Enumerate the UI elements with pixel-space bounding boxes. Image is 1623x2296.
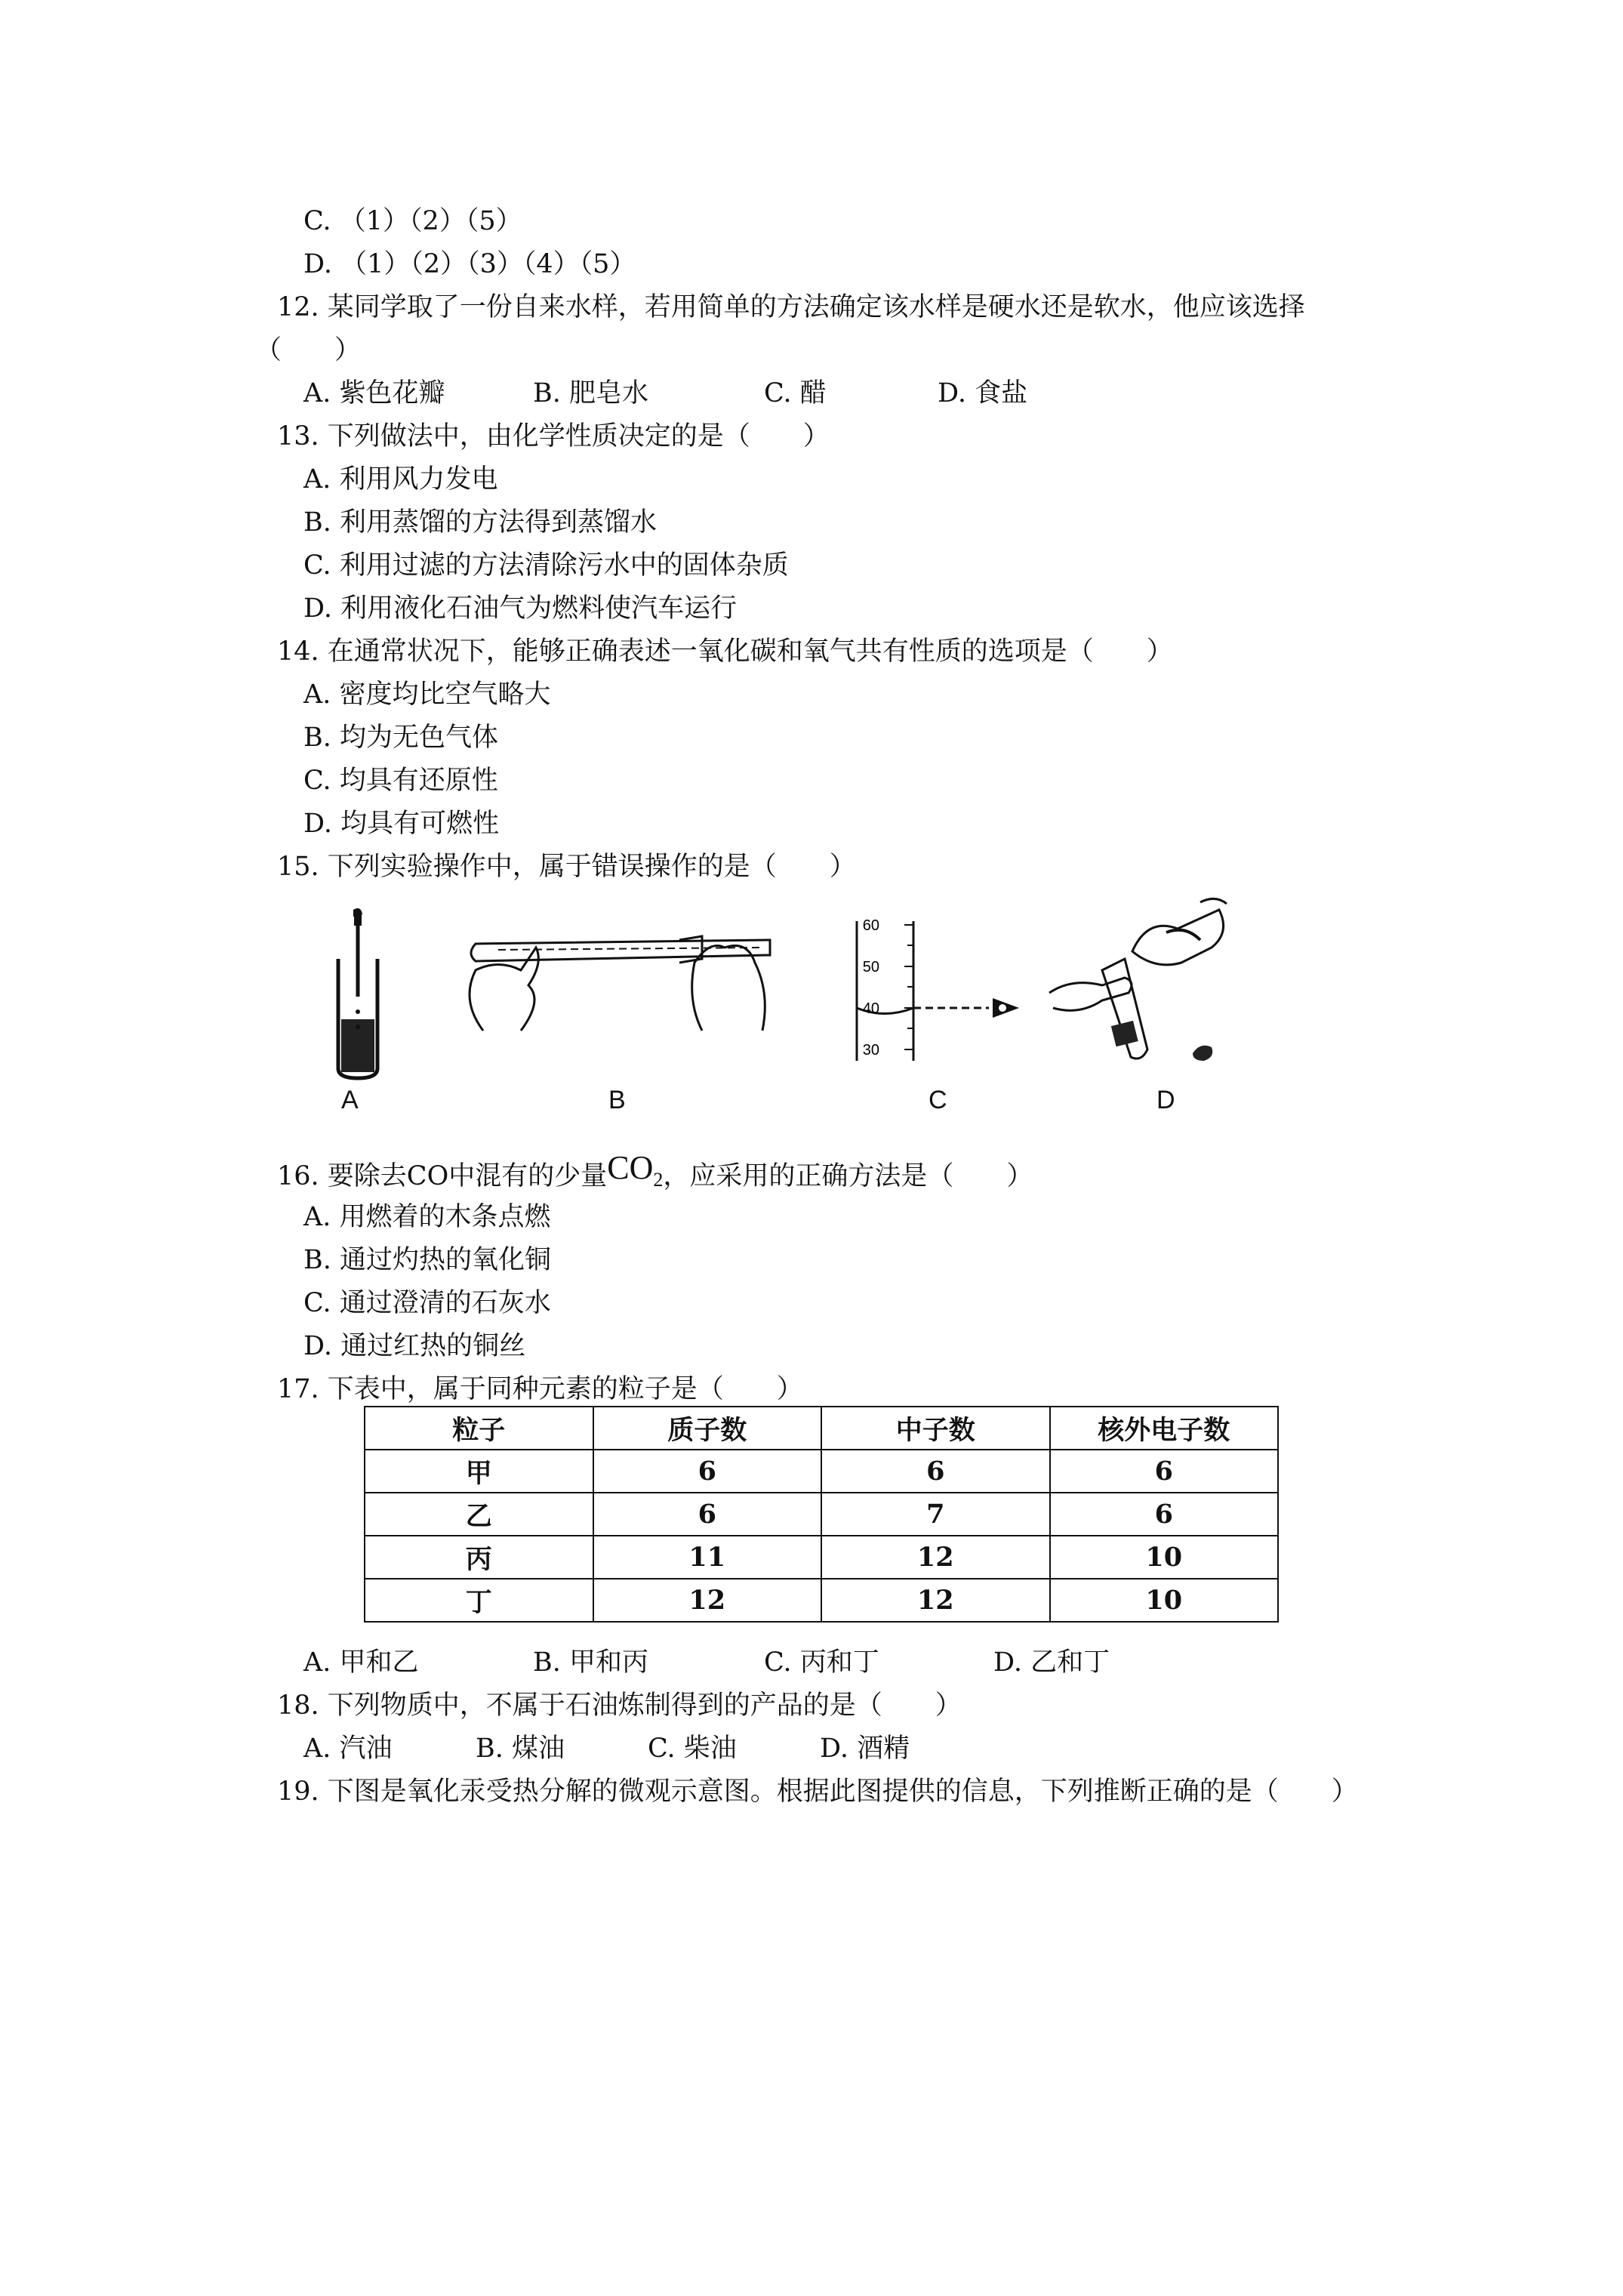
table-cell: 6 (593, 1450, 822, 1493)
q14-option-c: C. 均具有还原性 (303, 766, 498, 796)
q14-option-d: D. 均具有可燃性 (303, 809, 500, 839)
q18-option-c: C. 柴油 (648, 1734, 737, 1764)
table-header: 中子数 (821, 1407, 1050, 1450)
table-cell: 7 (821, 1493, 1050, 1536)
q14-stem: 14. 在通常状况下，能够正确表述一氧化碳和氧气共有性质的选项是（ ） (277, 636, 1173, 667)
table-row (365, 1493, 1278, 1536)
table-cell: 12 (821, 1536, 1050, 1579)
q19-stem: 19. 下图是氧化汞受热分解的微观示意图。根据此图提供的信息，下列推断正确的是（ ） (277, 1777, 1358, 1807)
q17-stem: 17. 下表中，属于同种元素的粒子是（ ） (277, 1374, 803, 1404)
figure-a-dropper-icon (325, 906, 393, 1080)
table-row (365, 1450, 1278, 1493)
table-cell: 11 (593, 1536, 822, 1579)
q18-option-d: D. 酒精 (820, 1734, 910, 1764)
q15-stem: 15. 下列实验操作中，属于错误操作的是（ ） (277, 852, 856, 882)
q16-option-c: C. 通过澄清的石灰水 (303, 1288, 551, 1318)
co2-formula: $CO_2$ (607, 1149, 664, 1191)
figure-label-d: D (1156, 1086, 1175, 1114)
tick-label: 30 (862, 1042, 879, 1059)
q12-option-d: D. 食盐 (938, 378, 1028, 408)
table-header: 质子数 (593, 1407, 822, 1450)
figure-d-pouring-reagent-icon (1042, 887, 1238, 1068)
table-cell: 6 (593, 1493, 822, 1536)
q12-option-a: A. 紫色花瓣 (303, 378, 445, 408)
figure-b-hands-test-tube-icon (453, 917, 785, 1046)
tick-label: 60 (862, 917, 879, 934)
table-cell: 6 (821, 1450, 1050, 1493)
table-cell: 10 (1050, 1579, 1279, 1622)
table-header-row (365, 1407, 1278, 1450)
table-header: 核外电子数 (1050, 1407, 1279, 1450)
q13-stem: 13. 下列做法中，由化学性质决定的是（ ） (277, 421, 830, 451)
q16-option-a: A. 用燃着的木条点燃 (303, 1202, 551, 1232)
q11-option-c: C. （1）（2）（5） (303, 206, 522, 236)
table-cell: 乙 (365, 1493, 593, 1536)
table-cell: 丁 (365, 1579, 593, 1622)
table-cell: 12 (821, 1579, 1050, 1622)
q11-option-d: D. （1）（2）（3）（4）（5） (303, 249, 636, 279)
q14-option-b: B. 均为无色气体 (303, 723, 498, 753)
q17-option-b: B. 甲和丙 (533, 1647, 648, 1678)
q16-stem-post: ，应采用的正确方法是（ ） (663, 1161, 1033, 1191)
q18-option-a: A. 汽油 (303, 1734, 393, 1764)
q12-option-c: C. 醋 (764, 378, 827, 408)
figure-c-cylinder-reading-icon (815, 914, 1049, 1065)
q16-option-d: D. 通过红热的铜丝 (303, 1331, 526, 1361)
q13-option-b: B. 利用蒸馏的方法得到蒸馏水 (303, 507, 657, 538)
table-cell: 12 (593, 1579, 822, 1622)
q18-option-b: B. 煤油 (476, 1734, 565, 1764)
q18-stem: 18. 下列物质中，不属于石油炼制得到的产品的是（ ） (277, 1690, 962, 1721)
table-cell: 丙 (365, 1536, 593, 1579)
q12-stem-wrap: （ ） (255, 335, 362, 365)
table-row (365, 1536, 1278, 1579)
q17-option-c: C. 丙和丁 (764, 1647, 879, 1678)
table-row (365, 1579, 1278, 1622)
table-cell: 6 (1050, 1493, 1279, 1536)
q12-stem: 12. 某同学取了一份自来水样，若用简单的方法确定该水样是硬水还是软水，他应该选择 (277, 292, 1305, 322)
q13-option-d: D. 利用液化石油气为燃料使汽车运行 (303, 593, 738, 624)
figure-label-c: C (929, 1086, 947, 1114)
q17-option-d: D. 乙和丁 (993, 1647, 1110, 1678)
tick-label: 40 (862, 1000, 879, 1017)
q16-stem-pre: 16. 要除去CO中混有的少量 (277, 1161, 608, 1191)
q14-option-a: A. 密度均比空气略大 (303, 680, 551, 710)
table-cell: 甲 (365, 1450, 593, 1493)
q17-option-a: A. 甲和乙 (303, 1647, 419, 1678)
q16-option-b: B. 通过灼热的氧化铜 (303, 1245, 551, 1275)
q13-option-a: A. 利用风力发电 (303, 464, 498, 495)
table-cell: 10 (1050, 1536, 1279, 1579)
table-cell: 6 (1050, 1450, 1279, 1493)
table-header: 粒子 (365, 1407, 593, 1450)
tick-label: 50 (862, 959, 879, 975)
q16-stem (277, 1149, 1033, 1202)
q12-option-b: B. 肥皂水 (533, 378, 648, 408)
figure-label-b: B (608, 1086, 626, 1114)
figure-label-a: A (341, 1086, 359, 1114)
q13-option-c: C. 利用过滤的方法清除污水中的固体杂质 (303, 550, 789, 581)
particles-table (364, 1406, 1279, 1623)
